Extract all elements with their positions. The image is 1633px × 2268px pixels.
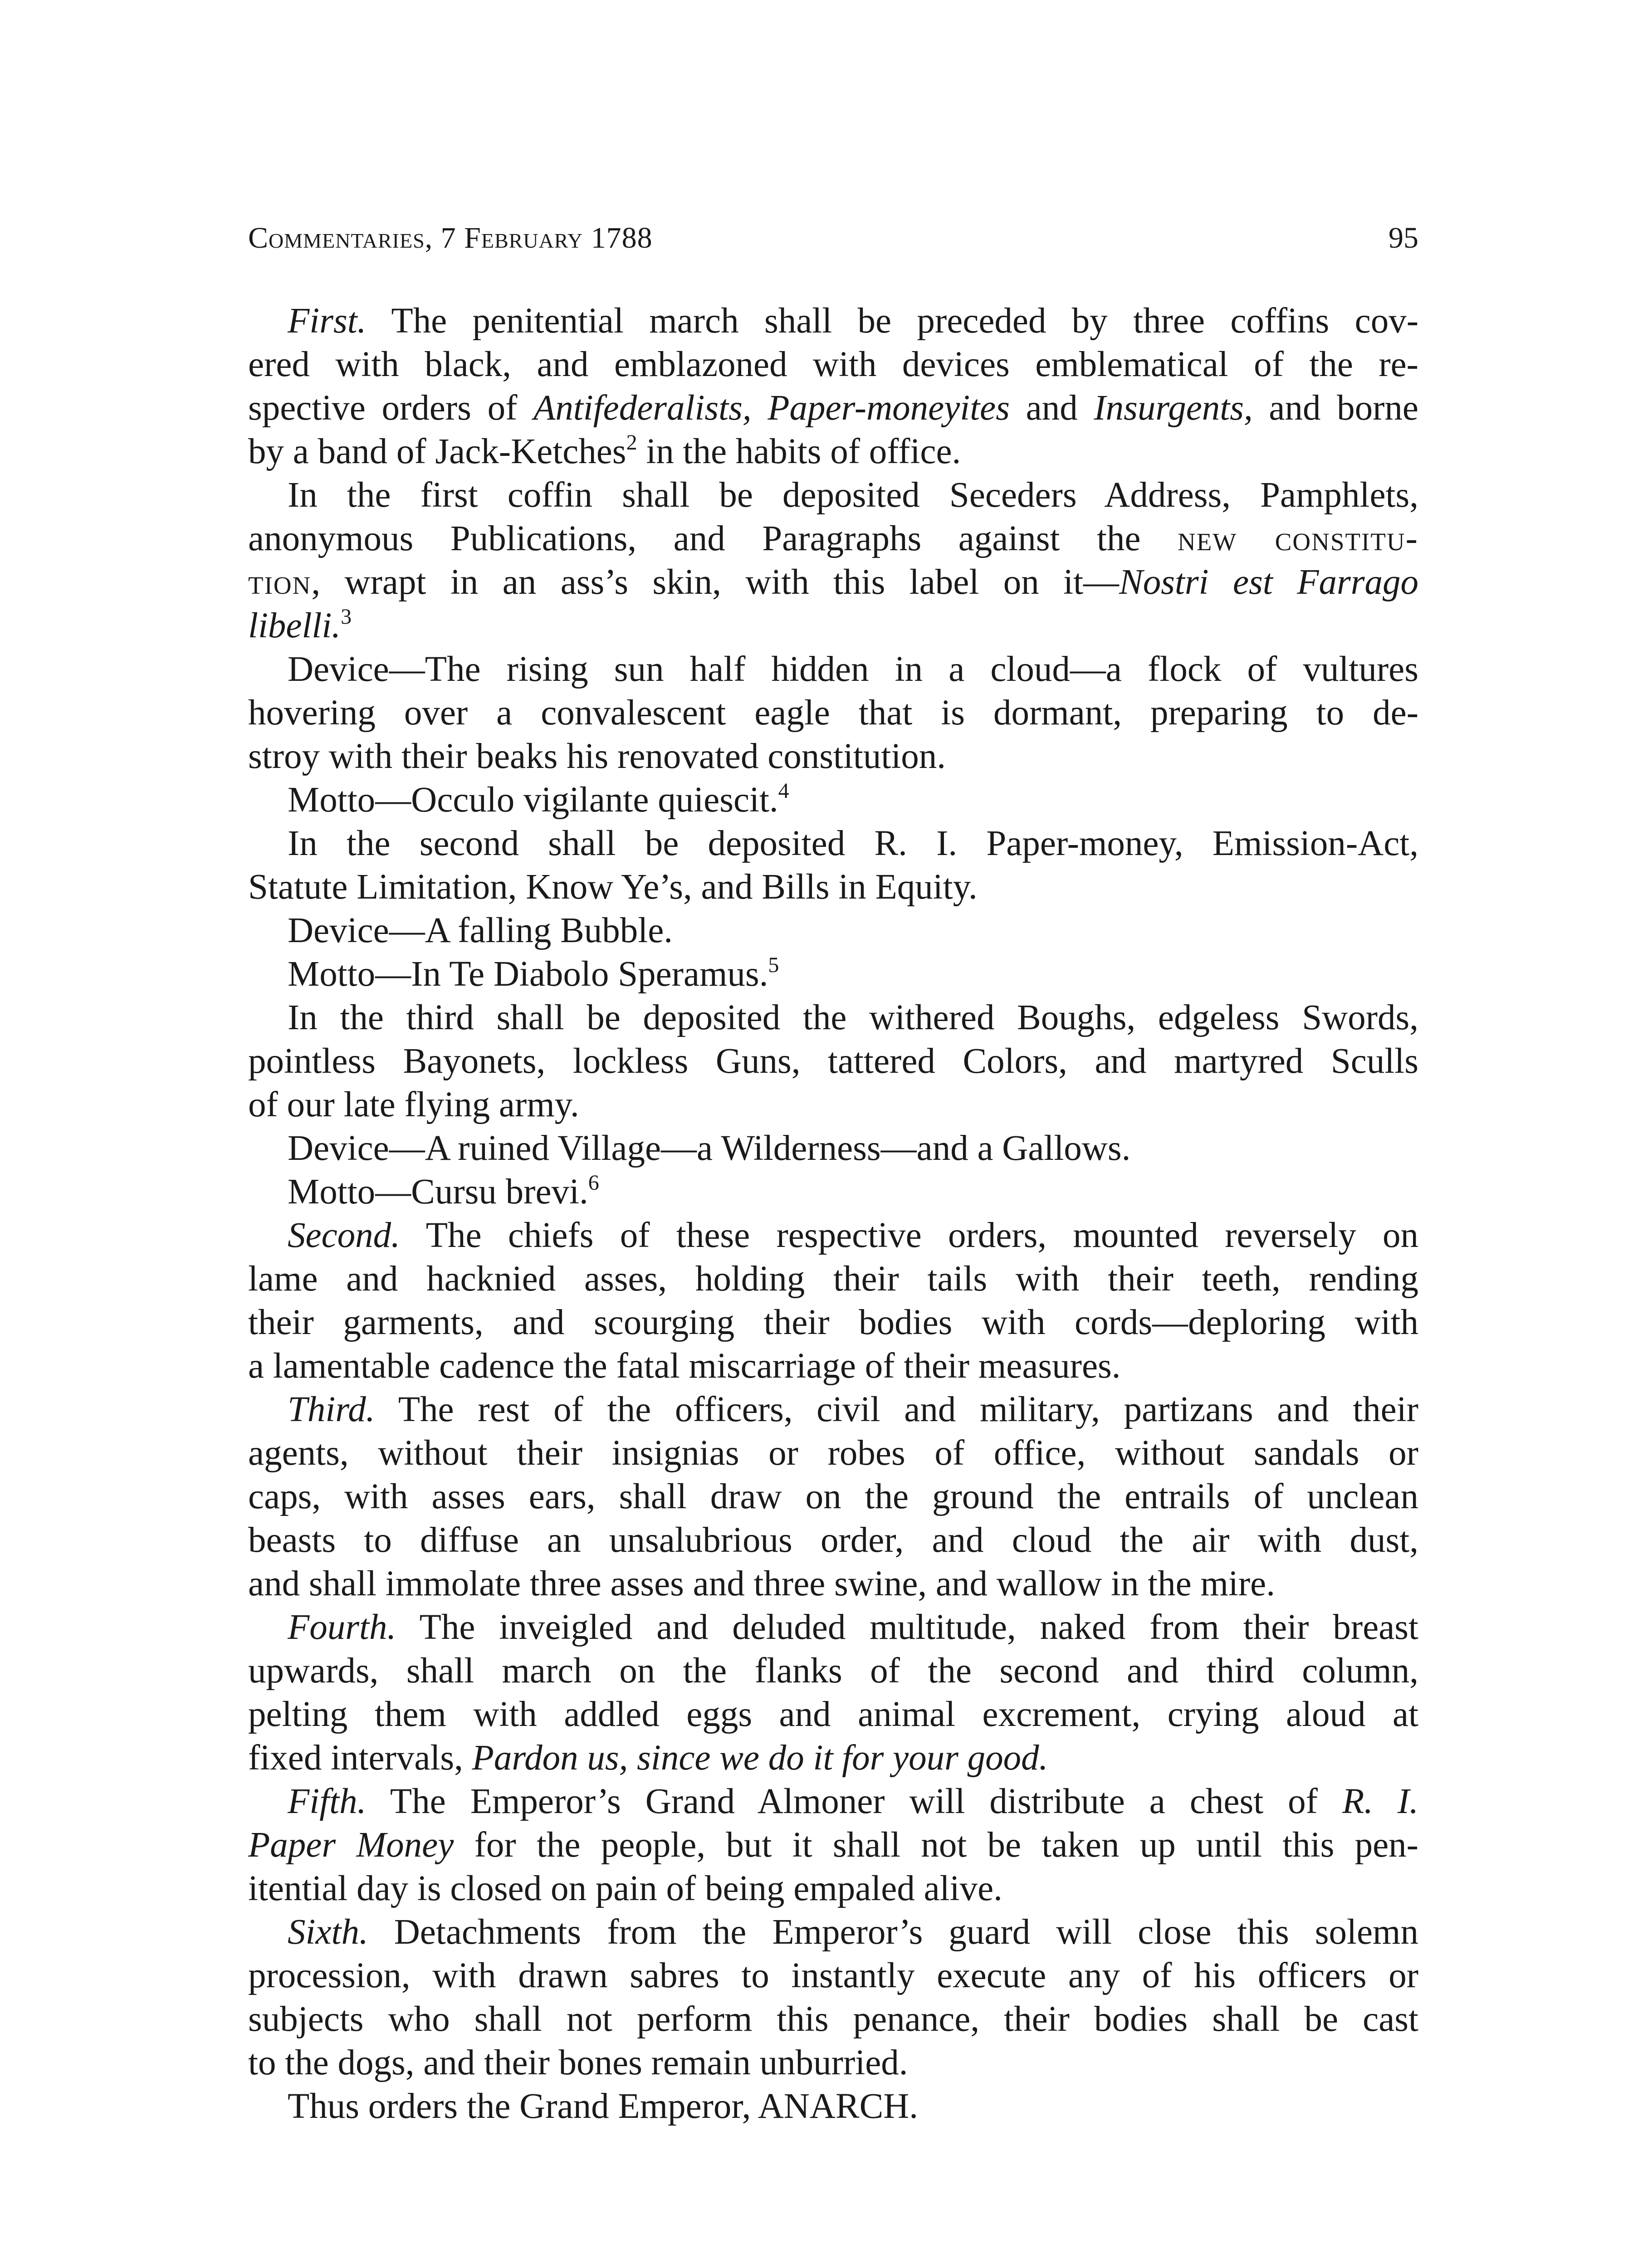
text-span: Detachments from the Emperor’s guard will close this solemn [368,1912,1418,1952]
text-span: and borne [1252,388,1418,428]
text-span: and [1009,388,1094,428]
text-span: caps, with asses ears, shall draw on the ground the entrails of unclean [248,1477,1418,1516]
small-caps-span: tion [248,562,312,602]
text-span: ered with black, and emblazoned with devices emblematical of the re- [248,345,1418,384]
text-span: stroy with their beaks his renovated constitution. [248,737,946,776]
text-span: to the dogs, and their bones remain unburried. [248,2043,908,2082]
text-span: for the people, but it shall not be taken up until this pen- [454,1825,1418,1865]
text-span: lame and hacknied asses, holding their tails with their teeth, rending [248,1259,1418,1299]
text-span: Device—A ruined Village—a Wilderness—and a Gallows. [288,1129,1131,1168]
text-span: in the habits of office. [637,432,961,471]
text-line [248,517,1418,561]
text-line [248,822,1418,865]
text-line [248,2041,1418,2085]
text-line [248,691,1418,735]
text-span: Statute Limitation, Know Ye’s, and Bills in Equity. [248,867,978,907]
text-span: In the second shall be deposited R. I. Paper-money, Emission-Act, [288,824,1418,863]
text-span: Motto—In Te Diabolo Speramus. [288,954,768,994]
section-label-fifth: Fifth. [288,1782,367,1821]
text-span: Device—A falling Bubble. [288,911,673,950]
running-head [248,218,1418,259]
italic-span: Antifederalists, Paper-moneyites [533,388,1010,428]
text-line [248,1344,1418,1388]
text-span: and shall immolate three asses and three swine, and wallow in the mire. [248,1564,1275,1603]
text-span: beasts to diffuse an unsalubrious order, and cloud the air with dust, [248,1520,1418,1560]
text-span: fixed intervals, [248,1738,472,1778]
footnote-ref-6: 6 [588,1171,599,1195]
footnote-ref-5: 5 [768,953,779,977]
text-span: pointless Bayonets, lockless Guns, tattered Colors, and martyred Sculls [248,1041,1418,1081]
closing-line [248,2085,1418,2128]
text-span: Motto—Occulo vigilante quiescit. [288,780,778,820]
text-line [248,299,1418,343]
text-span: The inveigled and deluded multitude, naked from their breast [396,1608,1418,1647]
text-line [248,953,1418,996]
text-line [248,1127,1418,1170]
text-line [248,1475,1418,1519]
text-line [248,474,1418,517]
text-line [248,386,1418,430]
text-span: Thus orders the Grand Emperor, ANARCH. [288,2087,919,2126]
text-span: The penitential march shall be preceded by three coffins cov- [366,301,1418,341]
text-line [248,1867,1418,1911]
text-line [248,1214,1418,1257]
section-label-third: Third. [288,1390,375,1429]
text-line [248,909,1418,953]
text-line [248,1257,1418,1301]
italic-span: Nostri est Farrago [1119,562,1418,602]
text-line [248,1040,1418,1083]
text-span: spective orders of [248,388,534,428]
text-span: In the first coffin shall be deposited Seceders Address, Pamphlets, [288,475,1418,515]
italic-span: Insurgents, [1094,388,1253,428]
text-span: subjects who shall not perform this penance, their bodies shall be cast [248,1999,1418,2039]
text-line [248,1301,1418,1344]
text-line [248,1998,1418,2041]
text-span: a lamentable cadence the fatal miscarriage of their measures. [248,1346,1121,1386]
text-line [248,1911,1418,1954]
small-caps-span: new constitu- [1178,519,1418,558]
text-span: itential day is closed on pain of being empaled alive. [248,1869,1002,1908]
text-span: their garments, and scourging their bodies with cords—deploring with [248,1303,1418,1342]
section-label-fourth: Fourth. [288,1608,396,1647]
text-span: agents, without their insignias or robes of office, without sandals or [248,1433,1418,1473]
text-line [248,604,1418,648]
text-span: of our late flying army. [248,1085,579,1124]
text-span: In the third shall be deposited the withered Boughs, edgeless Swords, [288,998,1418,1037]
text-span: Motto—Cursu brevi. [288,1172,588,1212]
text-line [248,865,1418,909]
text-span: pelting them with addled eggs and animal excrement, crying aloud at [248,1695,1418,1734]
text-span: procession, with drawn sabres to instantly execute any of his officers or [248,1956,1418,1995]
text-span: upwards, shall march on the flanks of the second and third column, [248,1651,1418,1691]
text-line [248,1736,1418,1780]
text-line [248,1954,1418,1998]
section-label-first: First. [288,301,367,341]
text-span: anonymous Publications, and Paragraphs against the [248,519,1178,558]
italic-span: Pardon us, since we do it for your good. [472,1738,1048,1778]
text-line [248,1432,1418,1475]
text-span: , wrapt in an ass’s skin, with this label on it— [311,562,1120,602]
footnote-ref-2: 2 [626,430,637,455]
italic-span: R. I. [1342,1782,1418,1821]
italic-span: Paper Money [248,1825,454,1865]
section-label-second: Second. [288,1216,400,1255]
section-label-sixth: Sixth. [288,1912,368,1952]
text-line [248,1693,1418,1736]
text-line [248,648,1418,691]
text-line [248,1519,1418,1562]
text-line [248,1606,1418,1649]
text-line [248,1083,1418,1127]
text-span: by a band of Jack-Ketches [248,432,626,471]
text-line [248,1780,1418,1823]
text-span: The Emperor’s Grand Almoner will distribute a chest of [366,1782,1342,1821]
text-line [248,735,1418,778]
text-line [248,561,1418,604]
text-line [248,1649,1418,1693]
text-line [248,343,1418,386]
text-line [248,996,1418,1040]
footnote-ref-3: 3 [341,605,352,629]
text-line [248,778,1418,822]
text-line [248,1170,1418,1214]
text-line [248,1388,1418,1432]
text-line [248,1562,1418,1606]
running-head-title: Commentaries, 7 February 1788 [248,221,653,254]
text-span: Device—The rising sun half hidden in a cloud—a flock of vultures [288,650,1418,689]
body-text [248,299,1418,2128]
text-span: hovering over a convalescent eagle that is dormant, preparing to de- [248,693,1418,733]
text-span: The rest of the officers, civil and military, partizans and their [375,1390,1418,1429]
page-number: 95 [1389,221,1418,254]
footnote-ref-4: 4 [778,779,789,803]
text-line [248,430,1418,474]
text-line [248,1823,1418,1867]
text-span: The chiefs of these respective orders, mounted reversely on [400,1216,1418,1255]
italic-span: libelli. [248,606,341,645]
